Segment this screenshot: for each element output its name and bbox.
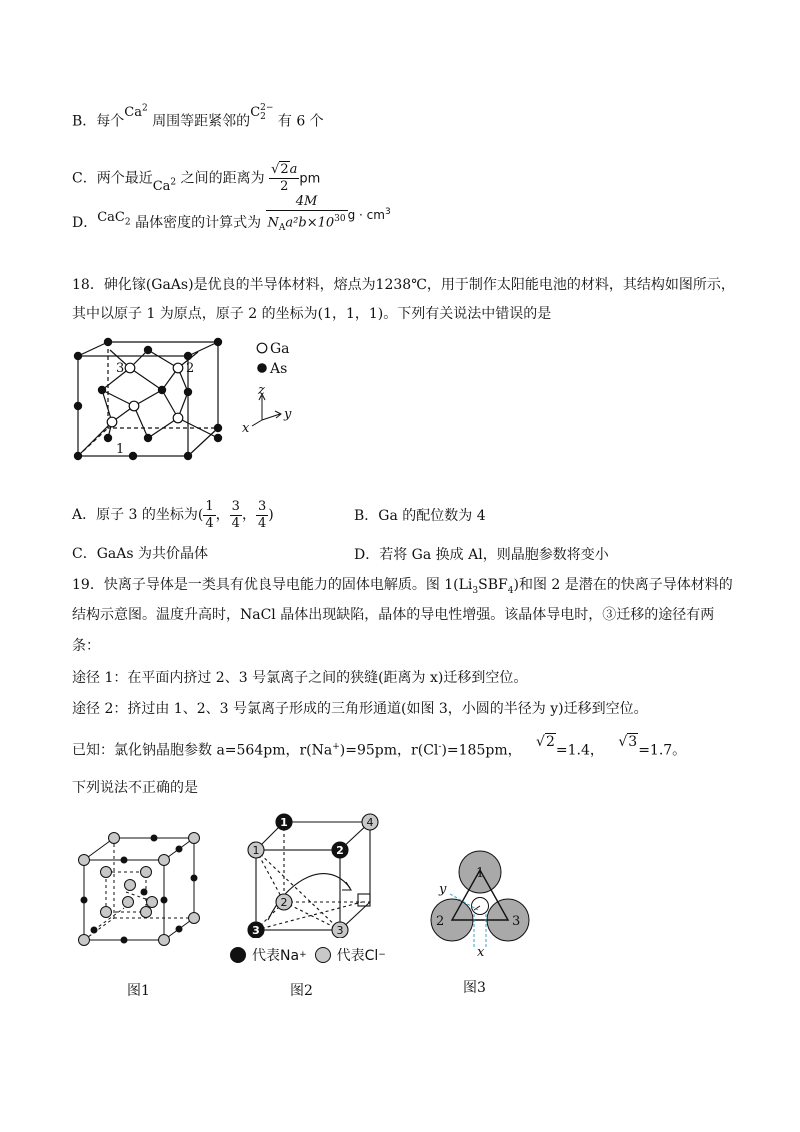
q17-option-b: B．每个Ca$^2$ 周围等距紧邻的C 2− 2 有 6 个 <box>72 102 324 130</box>
fig3-caption: 图3 <box>463 980 486 996</box>
fig2-caption: 图2 <box>290 983 313 999</box>
svg-text:2: 2 <box>280 896 288 909</box>
svg-text:x: x <box>242 421 250 436</box>
svg-text:1: 1 <box>280 816 288 829</box>
cl-legend-marker <box>315 947 331 963</box>
q19-stem-line3: 条： <box>72 638 100 654</box>
q19-known: 已知：氯化钠晶胞参数 a=564pm，r(Na+)=95pm，r(Cl-)=185pm， √2=1.4， √3=1.7。 <box>72 733 687 759</box>
na-legend-marker <box>230 947 246 963</box>
svg-text:1: 1 <box>476 866 485 881</box>
atom-label-1: 1 <box>116 442 125 457</box>
fig1-caption: 图1 <box>127 983 150 999</box>
q17-option-d: D．CaC$_2$ 晶体密度的计算式为 $\frac{4M}{N_Aa^2b\times 10^{30}}$ $g \cdot cm^3$ <box>72 200 391 240</box>
q18-stem-line2: 其中以原子 1 为原点，原子 2 的坐标为(1，1，1)。下列有关说法中错误的是 <box>72 306 552 322</box>
q18-option-a: A．原子 3 的坐标为( $\frac{1}{4}$ ， $\frac{3}{4}$ ， $\frac{3}{4}$ ) <box>72 498 274 531</box>
legend-ga: Ga <box>270 341 290 357</box>
legend-as: As <box>270 361 288 377</box>
atom-label-3: 3 <box>116 361 125 376</box>
density-fraction: $\frac{4M}{N_Aa^2b\times 10^{30}}$ <box>267 194 346 233</box>
fig1-structure <box>74 830 204 950</box>
svg-text:4: 4 <box>366 816 374 829</box>
q18-option-b: B．Ga 的配位数为 4 <box>354 508 486 524</box>
q19-stem-line2: 结构示意图。温度升高时，NaCl 晶体出现缺陷，晶体的导电性增强。该晶体导电时，③迁移的途径有两 <box>72 607 715 623</box>
q19-path-2: 途径 2：挤过由 1、2、3 号氯离子形成的三角形通道(如图 3，小圆的半径为 y)迁移到空位。 <box>72 701 648 717</box>
svg-text:3: 3 <box>252 924 260 937</box>
q19-path-1: 途径 1：在平面内挤过 2、3 号氯离子之间的狭缝(距离为 x)迁移到空位。 <box>72 670 528 686</box>
svg-text:y: y <box>284 407 292 422</box>
q18-stem-line1: 18．砷化镓(GaAs)是优良的半导体材料，熔点为1238℃，用于制作太阳能电池的材料，其结构如图所示， <box>72 277 735 293</box>
q18-option-d: D．若将 Ga 换成 Al，则晶胞参数将变小 <box>354 547 609 563</box>
distance-fraction: $\frac{√2a}{2}$ <box>271 161 298 194</box>
svg-text:1: 1 <box>252 844 260 857</box>
as-legend-marker <box>257 363 267 373</box>
svg-text:2: 2 <box>436 914 445 929</box>
q17-option-c: C．两个最近Ca$^2$ 之间的距离为 $\frac{√2a}{2}$ pm <box>72 161 321 195</box>
gaas-cell-figure <box>66 330 306 465</box>
svg-text:z: z <box>258 383 265 398</box>
fig2-legend: 代表Na + 代表Cl − <box>230 945 386 965</box>
fig2-structure <box>238 808 388 938</box>
svg-text:2: 2 <box>336 844 344 857</box>
q19-stem-line1: 19．快离子导体是一类具有优良导电能力的固体电解质。图 $1(Li_3SBF_4)$和图 2 是潜在的快离子导体材料的 <box>72 577 733 596</box>
svg-text:3: 3 <box>512 914 521 929</box>
svg-text:3: 3 <box>336 924 344 937</box>
ga-legend-marker <box>257 343 267 353</box>
fig3-triangle-channel <box>422 848 542 958</box>
q19-question: 下列说法不正确的是 <box>72 780 198 796</box>
svg-text:y: y <box>439 882 447 897</box>
svg-text:x: x <box>477 945 485 958</box>
q18-option-c: C．GaAs 为共价晶体 <box>72 546 208 562</box>
atom-label-2: 2 <box>186 361 195 376</box>
